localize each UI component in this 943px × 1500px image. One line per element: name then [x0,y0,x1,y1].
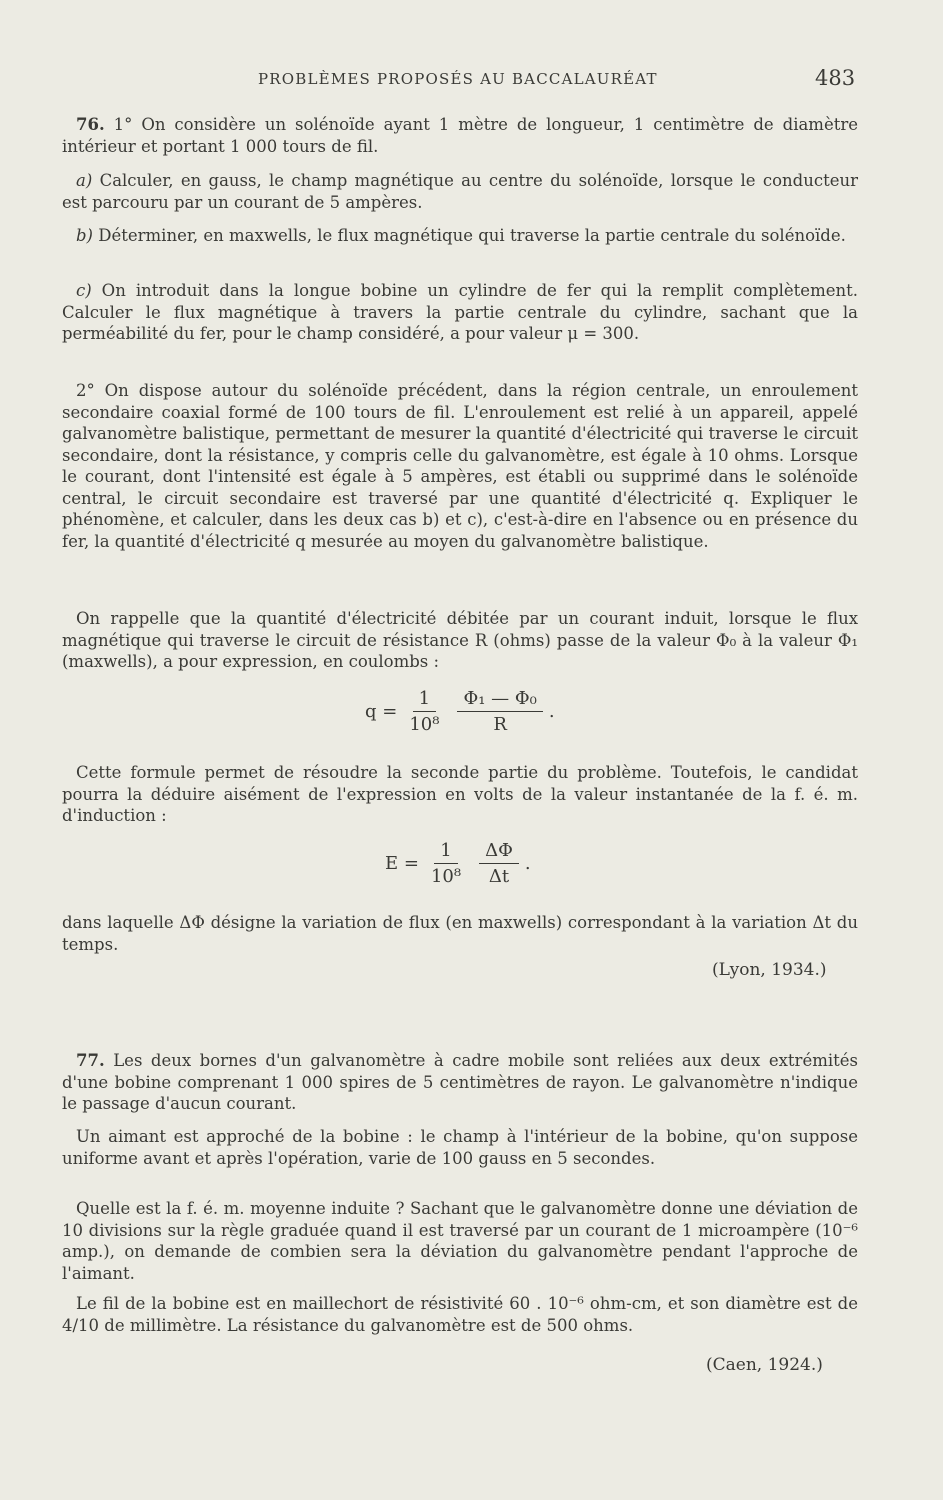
problem-77-wire [62,1293,858,1336]
problem-76-part2 [62,380,858,552]
fraction-denominator: R [493,714,507,735]
fraction-denominator: 10⁸ [409,714,440,735]
question-a-text: Calculer, en gauss, le champ magnétique au centre du solénoïde, lorsque le conducteur est parcouru par un courant de 5 ampères. [62,171,858,212]
fraction-constant [425,840,467,887]
formula-charge [365,688,555,735]
page-header [0,66,943,96]
question-label-a: a) [76,171,93,190]
problem-77-magnet [62,1126,858,1169]
fraction-numerator: 1 [434,840,457,864]
problem-76-hint [62,762,858,827]
fraction-constant [403,688,445,735]
problem-76-after-formula [62,912,858,955]
fraction-numerator: Φ₁ — Φ₀ [457,688,542,712]
problem-76-question-a [62,170,858,213]
part2-text: 2° On dispose autour du solénoïde précédent, dans la région centrale, un enroulement secondaire coaxial formé de 100 tours de fil. L'enroulement est relié à un appareil, appelé galvanomètre balistique, permettant de mesurer la quantité d'électricité qui traverse le circuit secondaire, dont la résistance, y compris celle du galvanomètre, est égale à 10 ohms. Lorsque le courant, dont l'intensité est égale à 5 ampères, est établi ou supprimé dans le solénoïde central, le circuit secondaire est traversé par une quantité d'électricité q. Expliquer le phénomène, et calculer, dans les deux cas b) et c), c'est-à-dire en l'absence ou en présence du fer, la quantité d'électricité q mesurée au moyen du galvanomètre balistique. [62,381,858,551]
question-label-b: b) [76,226,93,245]
problem-77-intro [62,1050,858,1115]
running-title: PROBLÈMES PROPOSÉS AU BACCALAURÉAT [258,70,658,88]
problem-76-reminder [62,608,858,673]
formula-lhs: q = [365,701,398,722]
question-c-text: On introduit dans la longue bobine un cylindre de fer qui la remplit complètement. Calculer le flux magnétique à travers la partie centrale du cylindre, sachant que la perméabilité du fer, pour le champ considéré, a pour valeur μ = 300. [62,281,858,343]
problem-77-p1-text: Les deux bornes d'un galvanomètre à cadre mobile sont reliées aux deux extrémités d'une bobine comprenant 1 000 spires de 5 centimètres de rayon. Le galvanomètre n'indique le passage d'aucun courant. [62,1051,858,1113]
formula-emf [385,840,531,887]
hint-text: Cette formule permet de résoudre la seconde partie du problème. Toutefois, le candidat pourra la déduire aisément de l'expression en volts de la valeur instantanée de la f. é. m. d'induction : [62,763,858,825]
formula-lhs: E = [385,853,419,874]
problem-76-part1-text: 1° On considère un solénoïde ayant 1 mètre de longueur, 1 centimètre de diamètre intérieur et portant 1 000 tours de fil. [62,115,858,156]
fraction-flux-over-resistance [457,688,542,735]
source-caen: (Caen, 1924.) [706,1355,823,1375]
after-formula-text: dans laquelle ΔΦ désigne la variation de flux (en maxwells) correspondant à la variation Δt du temps. [62,913,858,954]
problem-number: 76. [76,115,105,134]
fraction-numerator: 1 [413,688,436,712]
problem-77-question [62,1198,858,1284]
formula-end: . [548,701,555,722]
fraction-flux-over-time [479,840,519,887]
problem-77-p2-text: Un aimant est approché de la bobine : le champ à l'intérieur de la bobine, qu'on suppose uniforme avant et après l'opération, varie de 100 gauss en 5 secondes. [62,1127,858,1168]
problem-number: 77. [76,1051,105,1070]
formula-end: . [524,853,531,874]
fraction-numerator: ΔΦ [479,840,519,864]
source-lyon: (Lyon, 1934.) [712,960,827,980]
problem-76-question-c [62,280,858,345]
reminder-text: On rappelle que la quantité d'électricité débitée par un courant induit, lorsque le flux magnétique qui traverse le circuit de résistance R (ohms) passe de la valeur Φ₀ à la valeur Φ₁ (maxwells), a pour expression, en coulombs : [62,609,858,671]
page-number: 483 [815,66,856,90]
fraction-denominator: 10⁸ [430,866,462,887]
problem-77-p3-text: Quelle est la f. é. m. moyenne induite ? Sachant que le galvanomètre donne une déviation de 10 divisions sur la règle graduée quand il est traversé par un courant de 1 microampère (10⁻⁶ amp.), on demande de combien sera la déviation du galvanomètre pendant l'approche de l'aimant. [62,1199,858,1283]
problem-76-question-b [62,225,858,247]
problem-76-intro [62,114,858,157]
fraction-denominator: Δt [488,866,510,887]
question-label-c: c) [76,281,92,300]
question-b-text: Déterminer, en maxwells, le flux magnétique qui traverse la partie centrale du solénoïde. [93,226,846,245]
problem-77-p4-text: Le fil de la bobine est en maillechort de résistivité 60 . 10⁻⁶ ohm-cm, et son diamètre est de 4/10 de millimètre. La résistance du galvanomètre est de 500 ohms. [62,1294,858,1335]
